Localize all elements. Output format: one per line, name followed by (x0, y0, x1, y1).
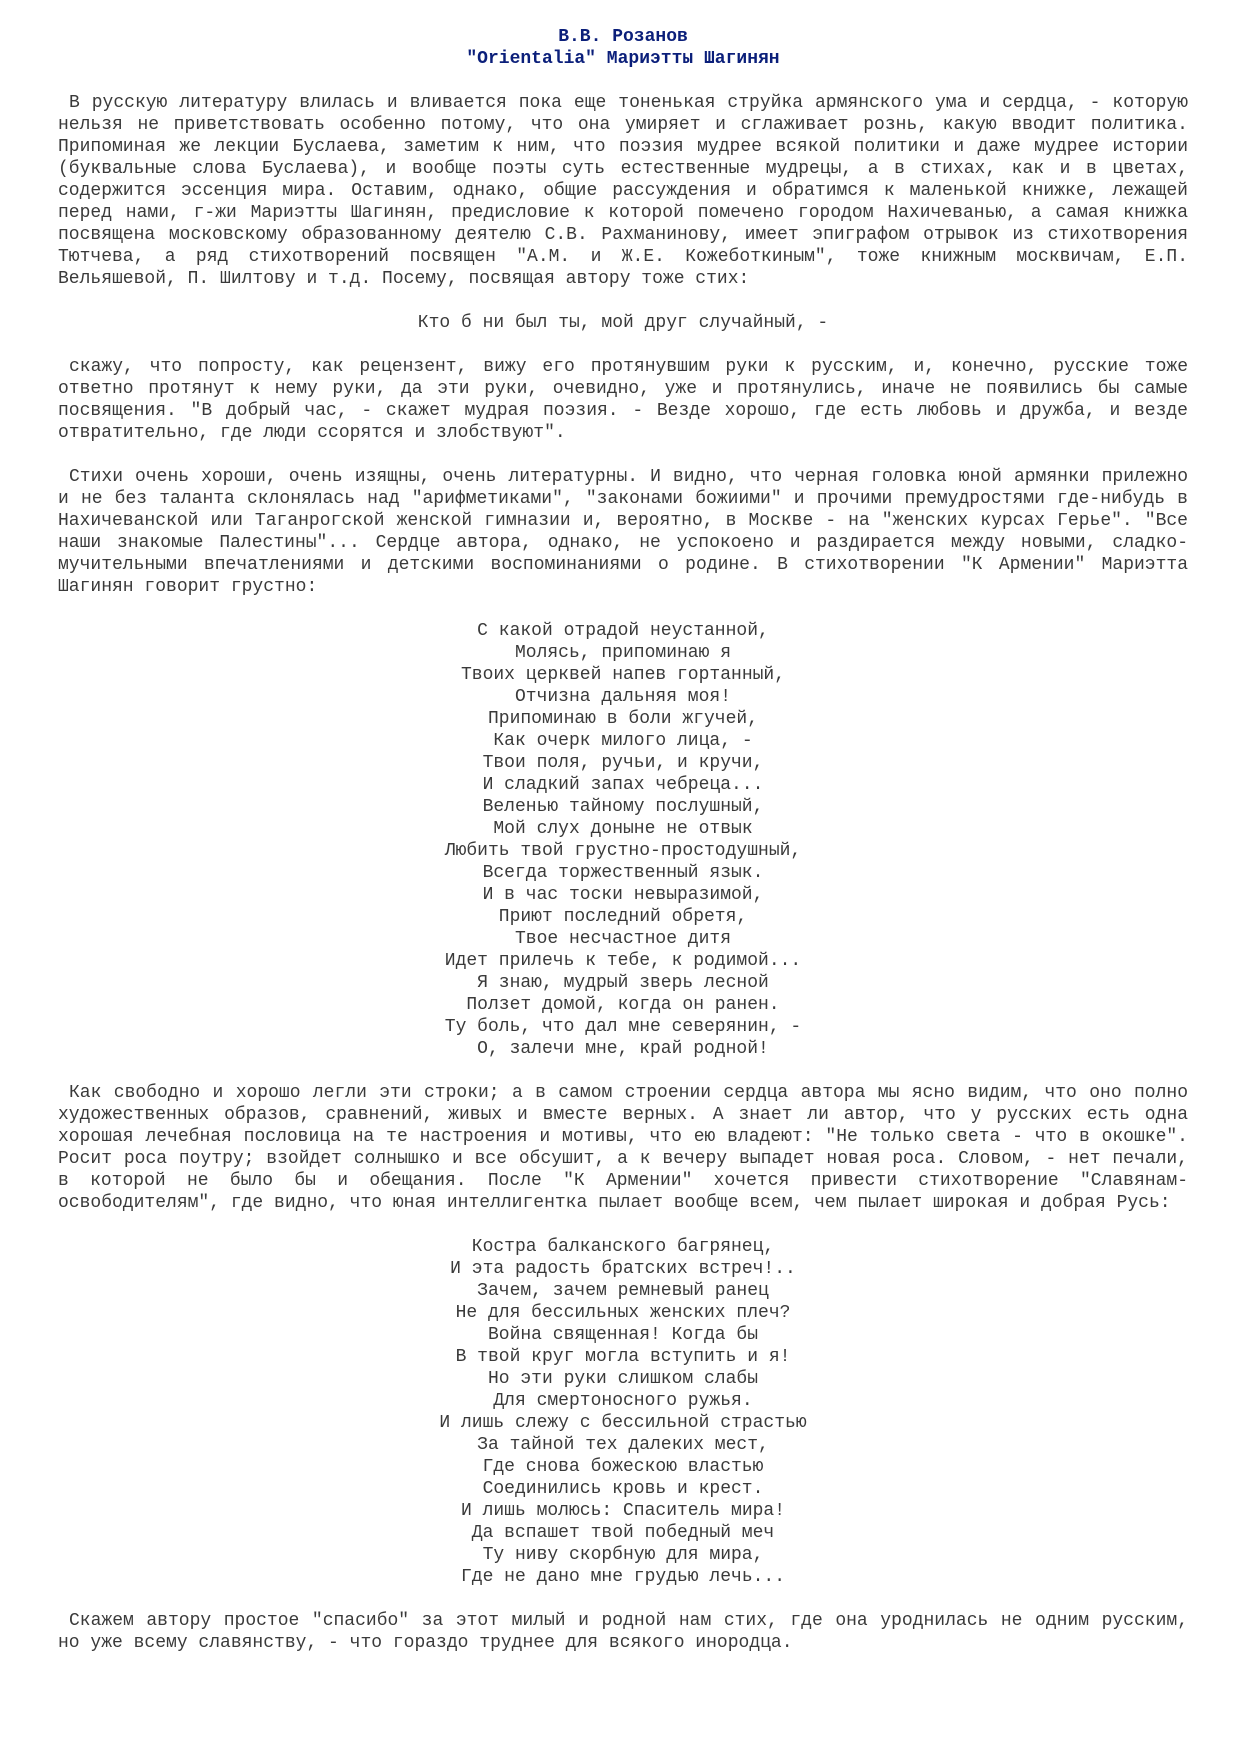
poem-line: Как очерк милого лица, - (493, 731, 753, 751)
poem-line: Где не дано мне грудью лечь... (460, 1567, 786, 1587)
poem-line: Твое несчастное дитя (514, 929, 732, 949)
document-page (58, 26, 1188, 1654)
poem-line: О, залечи мне, край родной! (477, 1039, 769, 1059)
poem-line: Костра балканского багрянец, (471, 1237, 775, 1257)
author-name: В.В. Розанов (558, 27, 688, 47)
poem-line: Твои поля, ручьи, и кручи, (482, 753, 764, 773)
poem-line: И сладкий запах чебреца... (482, 775, 764, 795)
poem-line: С какой отрадой неустанной, (477, 621, 769, 641)
poem-line: Мой слух доныне не отвык (493, 819, 753, 839)
poem-line: И лишь молюсь: Спаситель мира! (460, 1501, 786, 1521)
poem-line: И в час тоски невыразимой, (482, 885, 764, 905)
poem-line: Приют последний обретя, (498, 907, 748, 927)
poem-line: Припоминаю в боли жгучей, (487, 709, 759, 729)
article-header (58, 26, 1188, 70)
poem-line: И эта радость братских встреч!.. (450, 1259, 796, 1279)
article-title: "Orientalia" Мариэтты Шагинян (466, 49, 780, 69)
paragraph-4: Как свободно и хорошо легли эти строки; а в самом строении сердца автора мы ясно видим, что оно полно художественных образов, сравнений, живых и вместе верных. А знает ли автор, что у русских есть одна хорошая лечебная пословица на те настроения и мотивы, что ею владеют: "Не только света - что в окошке". Росит роса поутру; взойдет солнышко и все обсушит, а к вечеру выпадет новая роса. Словом, - нет печали, в которой не было бы и обещания. После "К Армении" хочется привести стихотворение "Славянам-освободителям", где видно, что юная интеллигентка пылает вообще всем, чем пылает широкая и добрая Русь: (58, 1083, 1188, 1213)
poem-line: И лишь слежу с бессильной страстью (439, 1413, 807, 1433)
poem-slavyanam (58, 1236, 1188, 1588)
poem-line: Где снова божескою властью (482, 1457, 764, 1477)
poem-line: Но эти руки слишком слабы (487, 1369, 759, 1389)
paragraph-1: В русскую литературу влилась и вливается пока еще тоненькая струйка армянского ума и сердца, - которую нельзя не приветствовать особенно потому, что она умиряет и сглаживает рознь, какую вводит политика. Припоминая же лекции Буслаева, заметим к ним, что поэзия мудрее всякой политики и даже мудрее истории (буквальные слова Буслаева), и вообще поэты суть естественные мудрецы, а в стихах, как и в цветах, содержится эссенция мира. Оставим, однако, общие рассуждения и обратимся к маленькой книжке, лежащей перед нами, г-жи Мариэтты Шагинян, предисловие к которой помечено городом Нахичеванью, а самая книжка посвящена московскому образованному деятелю С.В. Рахманинову, имеет эпиграфом отрывок из стихотворения Тютчева, а ряд стихотворений посвящен "А.М. и Ж.Е. Кожеботкиным", тоже книжным москвичам, Е.П. Вельяшевой, П. Шилтову и т.д. Посему, посвящая автору тоже стих: (58, 93, 1188, 289)
poem-line: Да вспашет твой победный меч (471, 1523, 775, 1543)
poem-line: Ту боль, что дал мне северянин, - (444, 1017, 802, 1037)
poem-line: Твоих церквей напев гортанный, (460, 665, 786, 685)
poem-line: Война священная! Когда бы (487, 1325, 759, 1345)
poem-line: Всегда торжественный язык. (482, 863, 764, 883)
poem-line: Молясь, припоминаю я (514, 643, 732, 663)
poem-line: Для смертоносного ружья. (493, 1391, 753, 1411)
poem-k-armenii (58, 620, 1188, 1060)
poem-line: Ползет домой, когда он ранен. (466, 995, 780, 1015)
poem-line: Соединились кровь и крест. (482, 1479, 764, 1499)
poem-line: Любить твой грустно-простодушный, (444, 841, 802, 861)
paragraph-2: скажу, что попросту, как рецензент, вижу его протянувшим руки к русским, и, конечно, русские тоже ответно протянут к нему руки, да эти руки, очевидно, уже и протянулись, иначе не появились бы самые посвящения. "В добрый час, - скажет мудрая поэзия. - Везде хорошо, где есть любовь и дружба, и везде отвратительно, где люди ссорятся и злобствуют". (58, 357, 1188, 443)
paragraph-5: Скажем автору простое "спасибо" за этот милый и родной нам стих, где она уроднилась не одним русским, но уже всему славянству, - что гораздо труднее для всякого инородца. (58, 1611, 1188, 1653)
poem-line: Веленью тайному послушный, (482, 797, 764, 817)
poem-line: Не для бессильных женских плеч? (455, 1303, 791, 1323)
poem-line: Идет прилечь к тебе, к родимой... (444, 951, 802, 971)
epigraph-line: Кто б ни был ты, мой друг случайный, - (417, 313, 829, 333)
poem-line: Отчизна дальняя моя! (514, 687, 732, 707)
poem-line: Ту ниву скорбную для мира, (482, 1545, 764, 1565)
poem-line: Я знаю, мудрый зверь лесной (477, 973, 769, 993)
poem-line: Зачем, зачем ремневый ранец (477, 1281, 769, 1301)
poem-line: За тайной тех далеких мест, (477, 1435, 769, 1455)
poem-line: В твой круг могла вступить и я! (455, 1347, 791, 1367)
paragraph-3: Стихи очень хороши, очень изящны, очень литературны. И видно, что черная головка юной армянки прилежно и не без таланта склонялась над "арифметиками", "законами божиими" и прочими премудростями где-нибудь в Нахичеванской или Таганрогской женской гимназии и, вероятно, в Москве - на "женских курсах Герье". "Все наши знакомые Палестины"... Сердце автора, однако, не успокоено и раздирается между новыми, сладко-мучительными впечатлениями и детскими воспоминаниями о родине. В стихотворении "К Армении" Мариэтта Шагинян говорит грустно: (58, 467, 1188, 597)
